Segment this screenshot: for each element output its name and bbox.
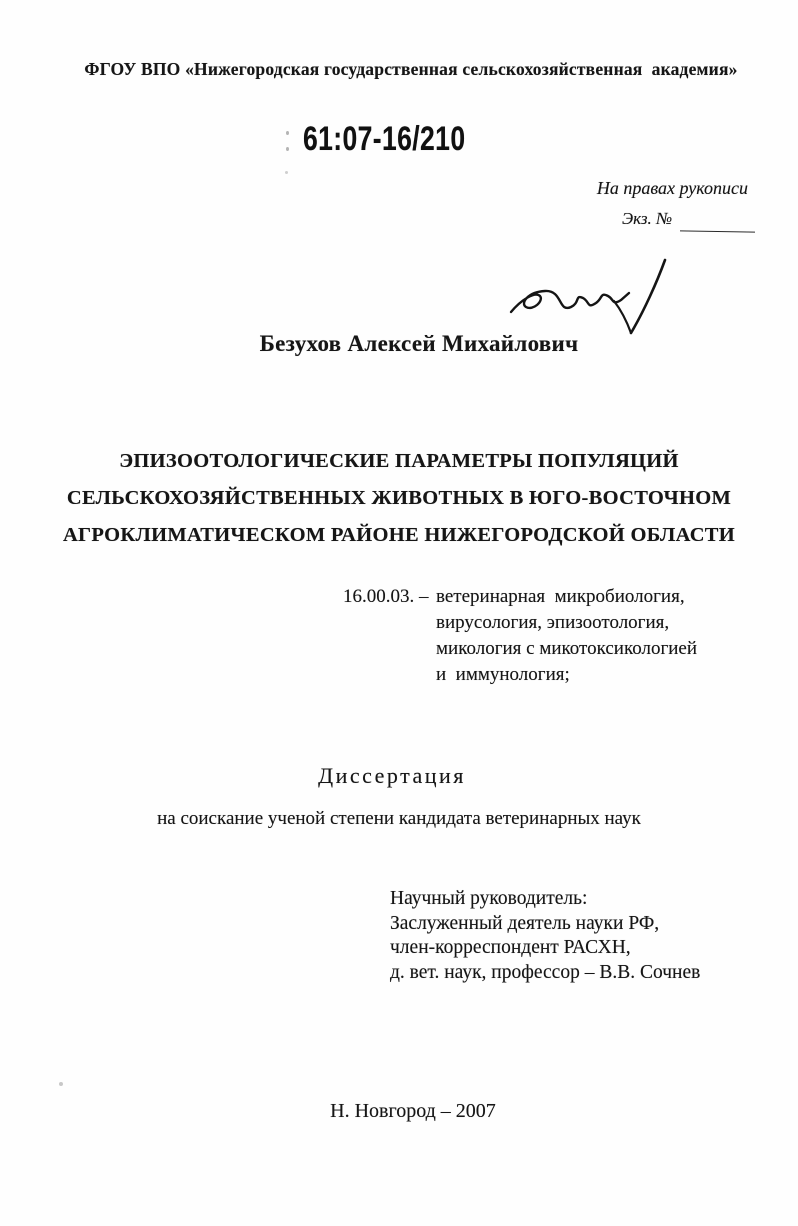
manuscript-rights-note: На правах рукописи [596,178,748,198]
title-line-3: АГРОКЛИМАТИЧЕСКОМ РАЙОНЕ НИЖЕГОРОДСКОЙ ОБЛАСТИ [62,524,736,546]
supervisor-line-1: Заслуженный деятель науки РФ, [390,912,660,934]
catalog-number-stamp: 61:07-16/210 [303,120,466,158]
specialty-code: 16.00.03. – [343,586,429,607]
city-and-year: Н. Новгород – 2007 [330,1100,496,1122]
institution-name: ФГОУ ВПО «Нижегородская государственная сельскохозяйственная академия» [84,59,738,79]
supervisor-line-3: д. вет. наук, профессор – В.В. Сочнев [390,961,701,983]
specialty-block [343,584,697,688]
document-type-heading: Диссертация [318,763,466,788]
supervisor-block [390,887,700,985]
copy-number-label: Экз. № [622,209,673,228]
specialty-description [436,584,697,688]
degree-statement: на соискание ученой степени кандидата ветеринарных наук [157,808,641,829]
title-line-2: СЕЛЬСКОХОЗЯЙСТВЕННЫХ ЖИВОТНЫХ В ЮГО-ВОСТОЧНОМ [66,487,732,509]
supervisor-heading: Научный руководитель: [390,888,588,909]
copy-number-blank-line [680,230,755,232]
scan-speck [286,131,289,135]
title-line-1: ЭПИЗООТОЛОГИЧЕСКИЕ ПАРАМЕТРЫ ПОПУЛЯЦИЙ [119,450,679,472]
scan-speck [285,171,288,174]
scan-speck [286,147,289,151]
specialty-line-4: и иммунология; [436,664,570,685]
supervisor-line-2: член-корреспондент РАСХН, [390,937,631,958]
dissertation-title [0,443,798,554]
author-full-name: Безухов Алексей Михайлович [259,331,579,356]
specialty-line-1: ветеринарная микробиология, [436,586,685,607]
specialty-line-3: микология с микотоксикологией [436,638,697,659]
scan-speck [59,1082,63,1086]
signature-mark [505,256,675,341]
specialty-line-2: вирусология, эпизоотология, [436,612,670,633]
